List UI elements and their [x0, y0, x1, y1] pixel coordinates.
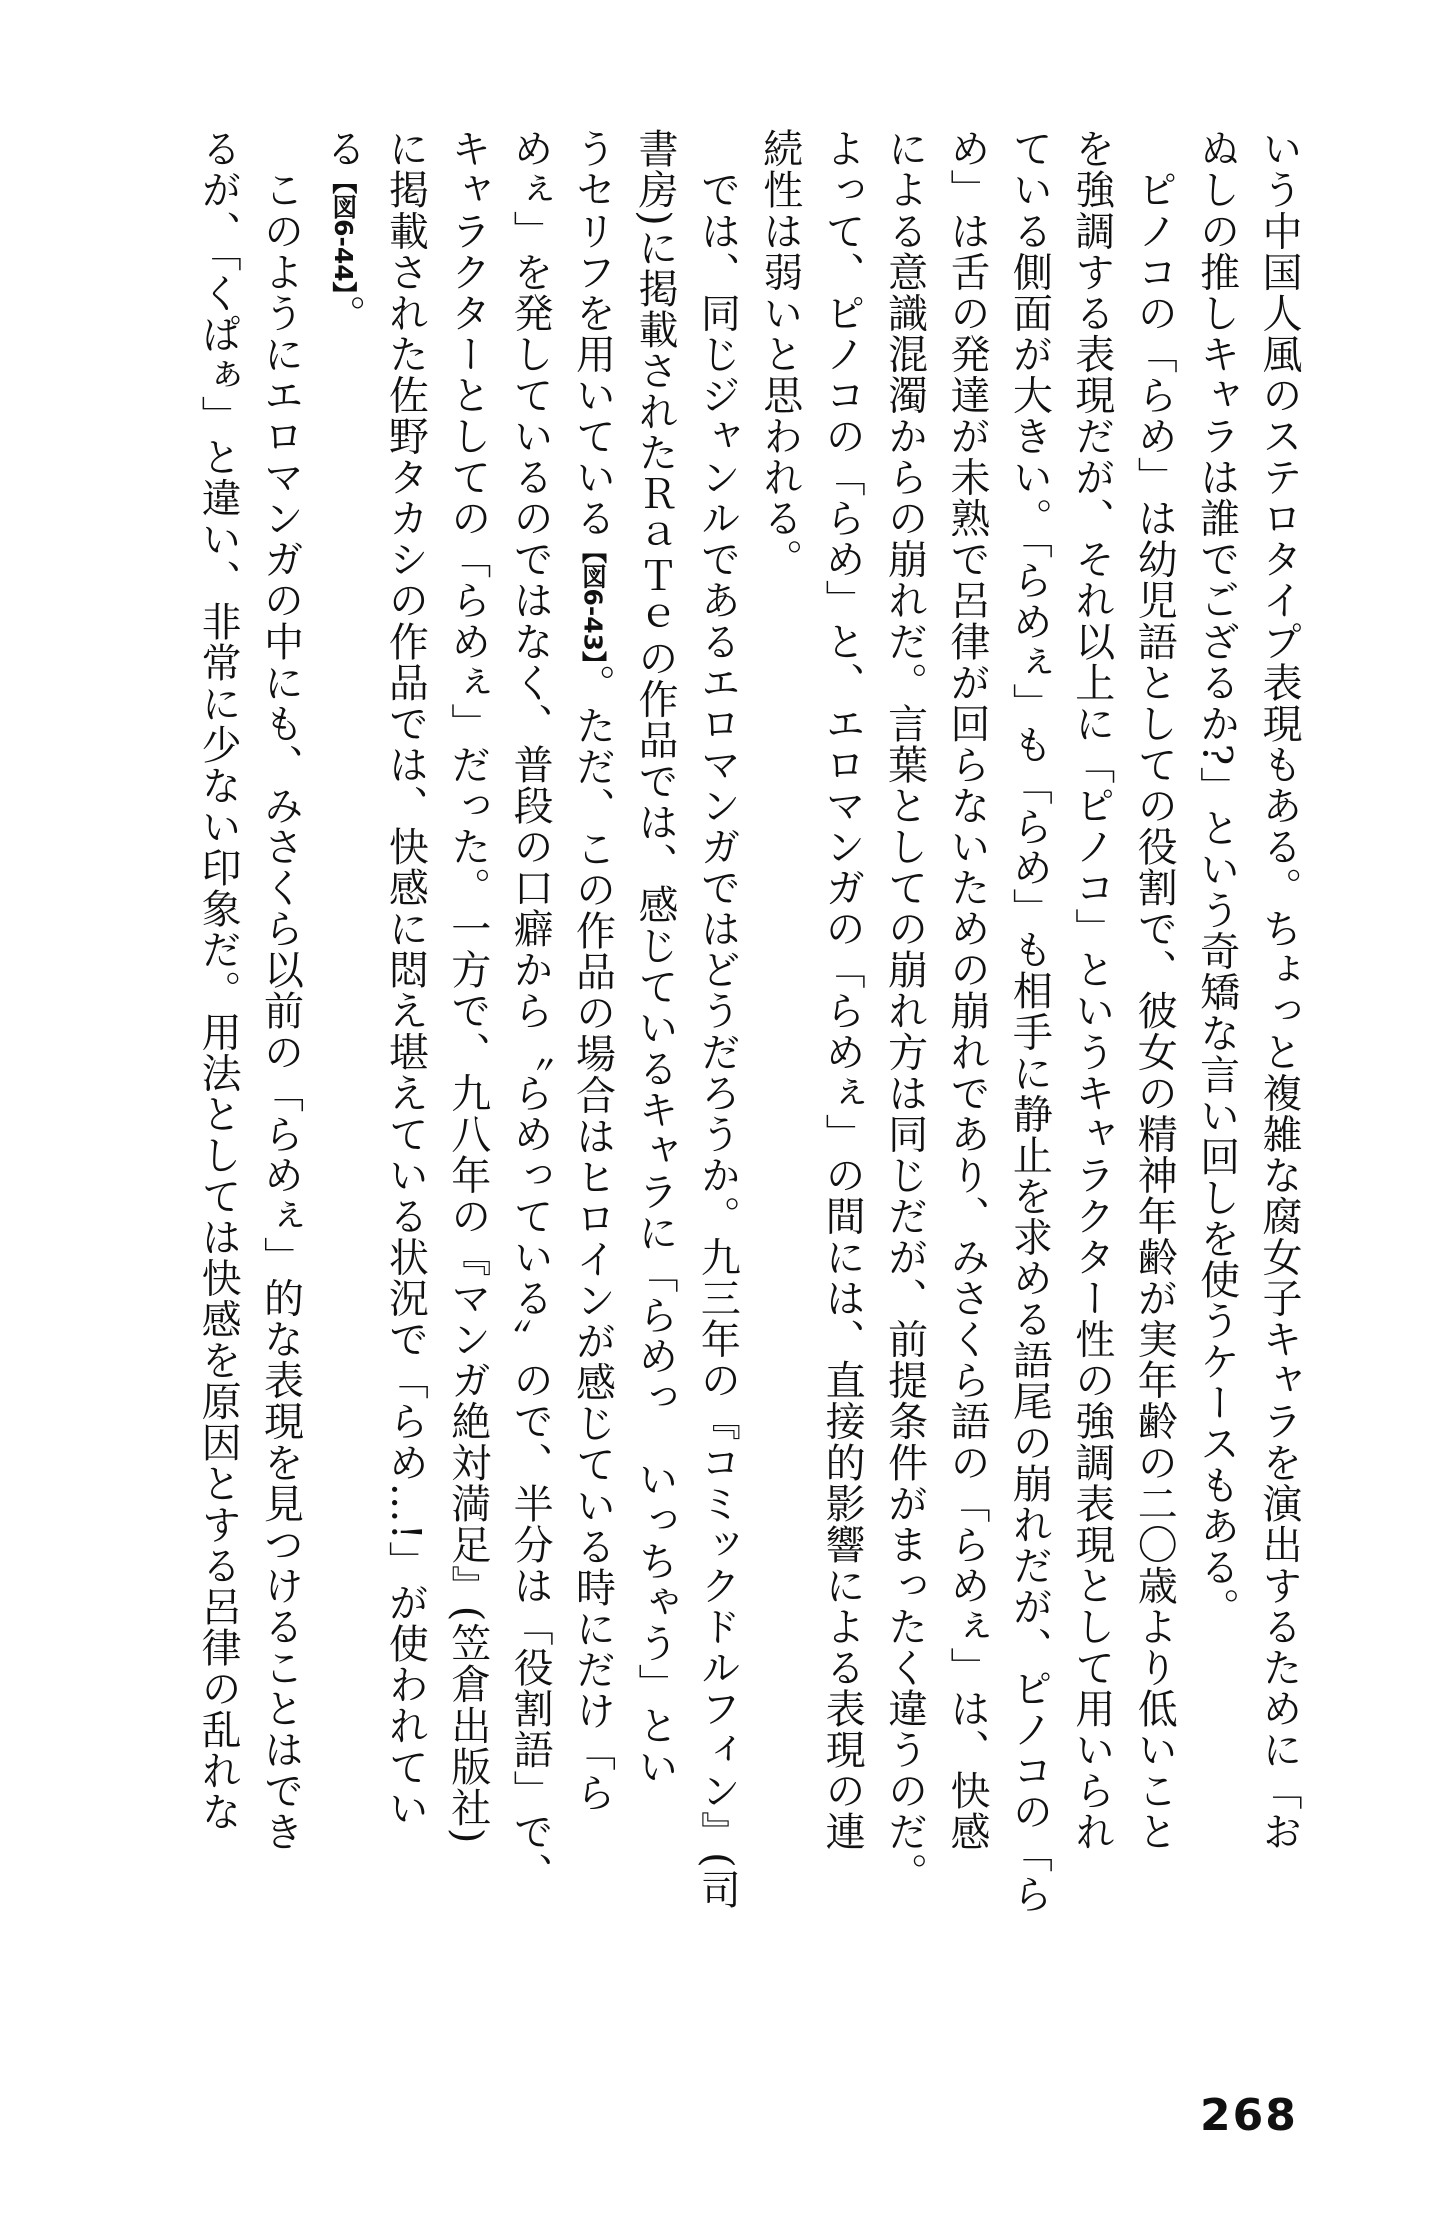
text-segment: 書房)に掲載されたＲａＴｅの作品では、感じているキャラに「らめっ いっちゃう」とい	[631, 128, 678, 1787]
text-segment: め」は舌の発達が未熟で呂律が回らないための崩れであり、みさくら語の「らめぇ」は、快感	[943, 128, 990, 1853]
text-column	[187, 128, 249, 1853]
text-column	[873, 128, 935, 1894]
text-segment: めぇ」を発しているのではなく、普段の口癖から〝らめっている〟ので、半分は「役割語」で、	[507, 128, 554, 1894]
text-segment: キャラクターとしての「らめぇ」だった。一方で、九八年の『マンガ絶対満足』(笠倉出版社)	[444, 128, 491, 1845]
text-column	[811, 128, 873, 1853]
figure-reference: 【図6-44】	[328, 169, 358, 295]
text-segment: 続性は弱いと思われる。	[756, 128, 803, 580]
text-column	[1060, 128, 1122, 1853]
text-column	[998, 128, 1060, 1915]
figure-reference: 【図6-43】	[578, 538, 608, 664]
body-text	[187, 128, 1310, 1915]
page-number: 268	[1200, 2090, 1298, 2141]
text-column	[686, 128, 748, 1910]
text-segment: 。ただ、この作品の場合はヒロインが感じている時にだけ「ら	[569, 663, 616, 1813]
text-segment: 。	[319, 294, 366, 336]
text-column	[936, 128, 998, 1853]
text-column	[561, 128, 623, 1853]
text-segment: いう中国人風のステロタイプ表現もある。ちょっと複雑な腐女子キャラを演出するために「お	[1256, 128, 1302, 1853]
text-column	[624, 128, 686, 1853]
text-column	[1123, 128, 1185, 1853]
text-column	[436, 128, 498, 1853]
text-column	[249, 128, 311, 1853]
text-segment: ピノコの「らめ」は幼児語としての役割で、彼女の精神年齢が実年齢の二〇歳より低いこと	[1131, 128, 1178, 1853]
text-segment: よって、ピノコの「らめ」と、エロマンガの「らめぇ」の間には、直接的影響による表現の連	[819, 128, 866, 1853]
text-segment: に掲載された佐野タカシの作品では、快感に悶え堪えている状況で「らめ…!」が使われてい	[382, 128, 429, 1829]
text-column	[374, 128, 436, 1853]
text-segment: このようにエロマンガの中にも、みさくら以前の「らめぇ」的な表現を見つけることはでき	[257, 128, 304, 1853]
text-segment: るが、「くぱぁ」と違い、非常に少ない印象だ。用法としては快感を原因とする呂律の乱れな	[195, 128, 242, 1833]
text-segment: による意識混濁からの崩れだ。言葉としての崩れ方は同じだが、前提条件がまったく違うのだ。	[881, 128, 928, 1894]
text-segment: では、同じジャンルであるエロマンガではどうだろうか。九三年の『コミックドルフィン』(司	[694, 128, 741, 1910]
text-column	[312, 128, 374, 1853]
text-column	[748, 128, 810, 1853]
text-column	[499, 128, 561, 1894]
text-column	[1185, 128, 1247, 1853]
text-segment: うセリフを用いている	[569, 128, 616, 539]
text-segment: ている側面が大きい。「らめぇ」も「らめ」も相手に静止を求める語尾の崩れだが、ピノコの「ら	[1006, 128, 1053, 1915]
text-segment: る	[319, 128, 366, 170]
text-column	[1248, 128, 1310, 1853]
text-segment: を強調する表現だが、それ以上に「ピノコ」というキャラクター性の強調表現として用いられ	[1068, 128, 1115, 1853]
text-segment: ぬしの推しキャラは誰でござるか?」という奇矯な言い回しを使うケースもある。	[1193, 128, 1240, 1629]
